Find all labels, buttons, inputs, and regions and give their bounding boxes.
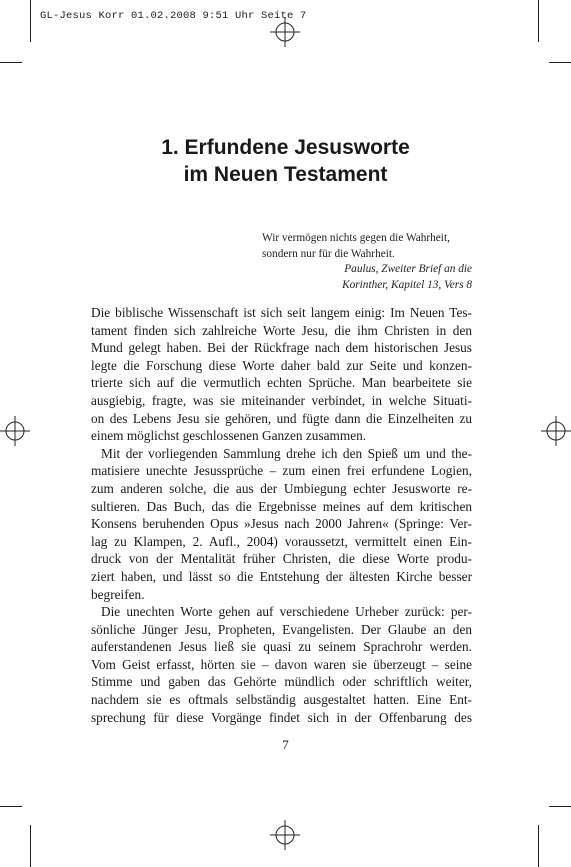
epigraph-quote-line: Wir vermögen nichts gegen die Wahrheit, [262,232,450,244]
paragraph [91,304,472,445]
text-line: trierte sich auf die vermutlich echten Sprüche. Man bearbeitete sie [91,375,472,391]
text-line: Konsens beruhenden Opus »Jesus nach 2000 Jahren« (Springe: Ver- [91,516,472,532]
text-line: einem möglichst geschlossenen Ganzen zusammen. [91,428,367,444]
text-line: zum anderen solche, die aus der Umbiegung echter Jesusworte re- [91,480,472,496]
registration-mark-right-icon [541,416,571,446]
crop-mark-top-left-horizontal [0,62,22,63]
text-line: Mit der vorliegenden Sammlung drehe ich den Spieß um und the- [101,445,472,461]
epigraph-source-line: Paulus, Zweiter Brief an die [344,263,472,275]
page-number: 7 [282,737,289,752]
crop-mark-top-right-vertical [538,0,539,42]
epigraph [262,231,472,293]
text-line: Die biblische Wissenschaft ist sich seit langem einig: Im Neuen Tes- [91,305,472,320]
text-line: nachdem sie es oftmals selbständig ausgestaltet hatten. Eine Ent- [91,692,472,708]
printer-slug-line: GL-Jesus Korr 01.02.2008 9:51 Uhr Seite 7 [40,10,307,22]
crop-mark-bottom-left-vertical [30,825,31,867]
crop-mark-top-right-horizontal [549,62,571,63]
text-line: legte die Forschung diese Worte daher bald zur Seite und konzen- [91,357,472,373]
text-line: Mund gelegt haben. Bei der Rückfrage nach dem historischen Jesus [91,340,472,356]
crop-mark-top-left-vertical [30,0,31,42]
crop-mark-bottom-right-vertical [538,825,539,867]
registration-mark-top-icon [270,17,300,47]
text-line: Die unechten Worte gehen auf verschiedene Urheber zurück: per- [101,604,472,620]
paragraph [91,445,472,603]
text-line: Stimme und gaben das Gehörte mündlich oder schriftlich weiter, [91,674,472,690]
text-line: sultieren. Das Buch, das die Ergebnisse meines auf dem kritischen [91,498,472,514]
chapter-title-line: 1. Erfundene Jesusworte [161,136,410,159]
text-line: druck von der Mentalität früher Christen, die diese Worte produ- [91,551,472,567]
epigraph-quote-line: sondern nur für die Wahrheit. [262,247,395,260]
text-line: lag zu Klampen, 2. Aufl., 2004) voraussetzt, vermittelt einen Ein- [91,533,472,549]
crop-mark-bottom-right-horizontal [549,806,571,807]
text-line: on des Lebens Jesu sie gehören, und fügte dann die Einzelheiten zu [91,410,472,426]
text-line: ziert haben, und lässt so die Entstehung der ältesten Kirche besser [91,568,472,584]
text-line: begreifen. [91,586,145,602]
text-line: sönliche Jünger Jesu, Propheten, Evangelisten. Der Glaube an den [91,621,472,637]
text-line: matisiere unechte Jesussprüche – zum einen frei erfundene Logien, [91,463,472,479]
text-line: auferstandenen Jesus ließ sie quasi zu seinem Sprachrohr werden. [91,639,472,655]
text-line: tament finden sich zahlreiche Worte Jesu, die ihm Christen in den [91,322,472,338]
text-line: sprechung für diese Vorgänge findet sich in der Offenbarung des [91,709,472,725]
text-line: ausgiebig, fragte, was sie miteinander verbindet, in welche Situati- [91,392,472,408]
text-line: Vom Geist erfasst, hörten sie – davon waren sie überzeugt – seine [91,656,472,672]
body-text [91,304,472,726]
registration-mark-bottom-icon [270,820,300,850]
crop-mark-bottom-left-horizontal [0,806,22,807]
chapter-title [0,134,571,188]
paragraph [91,603,472,726]
registration-mark-left-icon [0,416,30,446]
chapter-title-line: im Neuen Testament [183,163,388,186]
epigraph-source-line: Korinther, Kapitel 13, Vers 8 [342,278,472,291]
